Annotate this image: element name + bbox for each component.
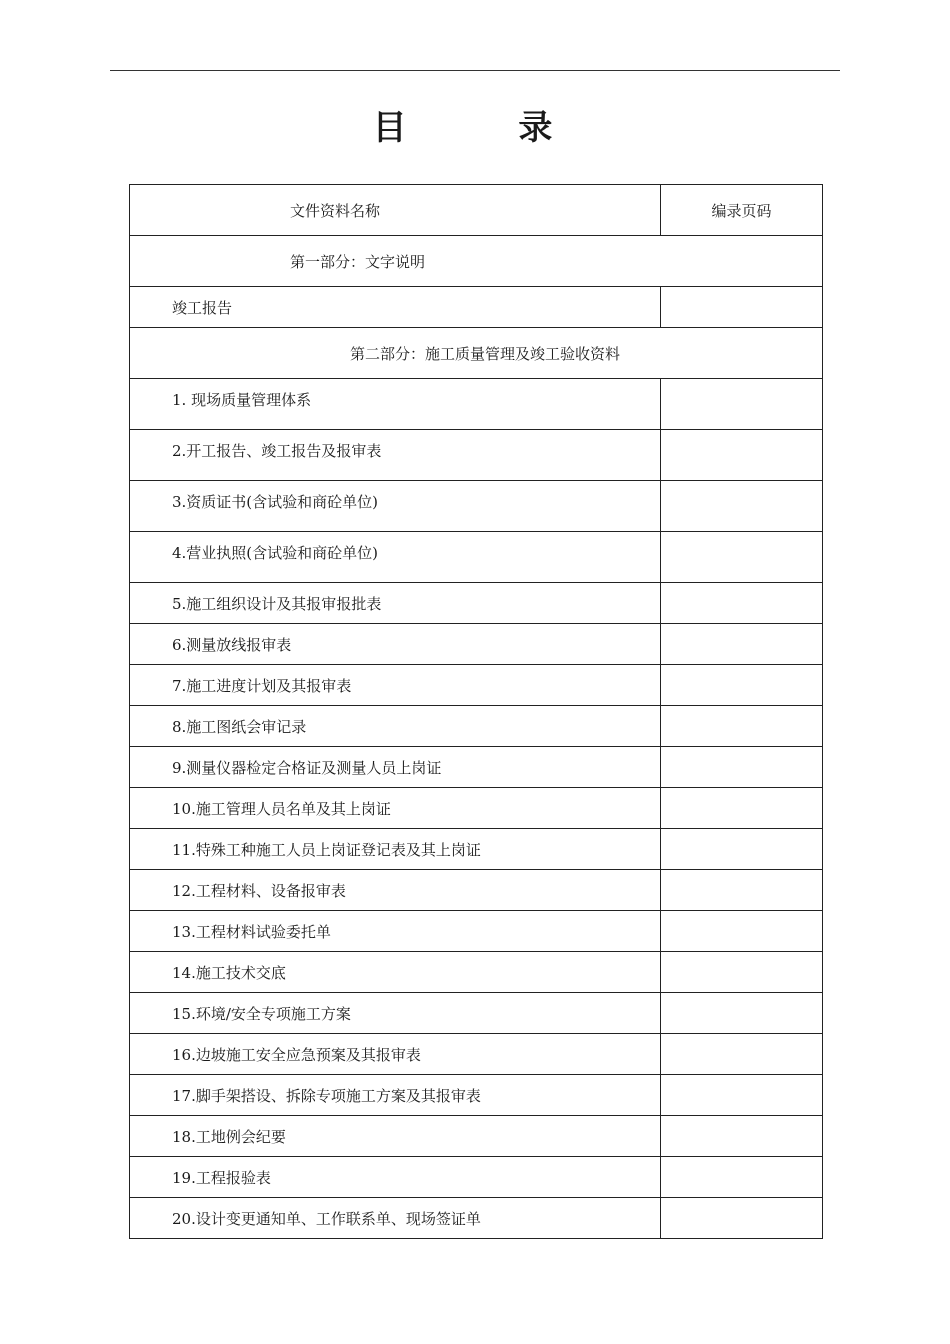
item-page: [661, 481, 823, 532]
item-page: [661, 829, 823, 870]
item-page: [661, 1075, 823, 1116]
item-page: [661, 870, 823, 911]
page-title: 目 录: [372, 108, 603, 148]
column-header-page: 编录页码: [661, 185, 823, 236]
toc-table: [129, 184, 823, 1239]
item-page: [661, 911, 823, 952]
column-header-name: 文件资料名称: [130, 185, 661, 236]
item-name: 6.测量放线报审表: [130, 624, 661, 665]
table-row: [130, 379, 823, 430]
table-row: [130, 532, 823, 583]
table-row: [130, 430, 823, 481]
item-name: 5.施工组织设计及其报审报批表: [130, 583, 661, 624]
item-name: 2.开工报告、竣工报告及报审表: [130, 430, 661, 481]
item-name: 14.施工技术交底: [130, 952, 661, 993]
table-row: [130, 1157, 823, 1198]
item-page: [661, 1198, 823, 1239]
table-header-row: [130, 185, 823, 236]
section-title-part1: 第一部分：文字说明: [130, 236, 823, 287]
item-name: 19.工程报验表: [130, 1157, 661, 1198]
item-name: 16.边坡施工安全应急预案及其报审表: [130, 1034, 661, 1075]
table-row: [130, 624, 823, 665]
item-name: 1. 现场质量管理体系: [130, 379, 661, 430]
table-row: [130, 952, 823, 993]
item-page: [661, 1034, 823, 1075]
item-name: 20.设计变更通知单、工作联系单、现场签证单: [130, 1198, 661, 1239]
table-row: [130, 747, 823, 788]
item-name: 竣工报告: [130, 287, 661, 328]
item-page: [661, 624, 823, 665]
item-name: 17.脚手架搭设、拆除专项施工方案及其报审表: [130, 1075, 661, 1116]
table-row: [130, 1075, 823, 1116]
section-row-part1: [130, 236, 823, 287]
table-row: [130, 870, 823, 911]
item-page: [661, 788, 823, 829]
item-name: 4.营业执照(含试验和商砼单位): [130, 532, 661, 583]
section-row-part2: [130, 328, 823, 379]
table-row: [130, 911, 823, 952]
section-title-part2: 第二部分：施工质量管理及竣工验收资料: [130, 328, 823, 379]
item-name: 7.施工进度计划及其报审表: [130, 665, 661, 706]
item-page: [661, 532, 823, 583]
item-page: [661, 665, 823, 706]
item-page: [661, 287, 823, 328]
item-page: [661, 379, 823, 430]
table-row: [130, 1116, 823, 1157]
item-name: 8.施工图纸会审记录: [130, 706, 661, 747]
table-row: [130, 829, 823, 870]
item-name: 9.测量仪器检定合格证及测量人员上岗证: [130, 747, 661, 788]
item-page: [661, 952, 823, 993]
table-row: [130, 287, 823, 328]
item-page: [661, 1116, 823, 1157]
item-name: 13.工程材料试验委托单: [130, 911, 661, 952]
item-page: [661, 993, 823, 1034]
table-row: [130, 583, 823, 624]
item-page: [661, 747, 823, 788]
item-name: 18.工地例会纪要: [130, 1116, 661, 1157]
item-name: 3.资质证书(含试验和商砼单位): [130, 481, 661, 532]
table-row: [130, 1198, 823, 1239]
item-page: [661, 706, 823, 747]
table-row: [130, 788, 823, 829]
item-page: [661, 430, 823, 481]
item-name: 10.施工管理人员名单及其上岗证: [130, 788, 661, 829]
table-row: [130, 706, 823, 747]
table-row: [130, 993, 823, 1034]
table-row: [130, 1034, 823, 1075]
header-rule: [110, 70, 840, 71]
item-name: 11.特殊工种施工人员上岗证登记表及其上岗证: [130, 829, 661, 870]
item-name: 15.环境/安全专项施工方案: [130, 993, 661, 1034]
item-page: [661, 583, 823, 624]
item-page: [661, 1157, 823, 1198]
table-row: [130, 665, 823, 706]
item-name: 12.工程材料、设备报审表: [130, 870, 661, 911]
table-row: [130, 481, 823, 532]
